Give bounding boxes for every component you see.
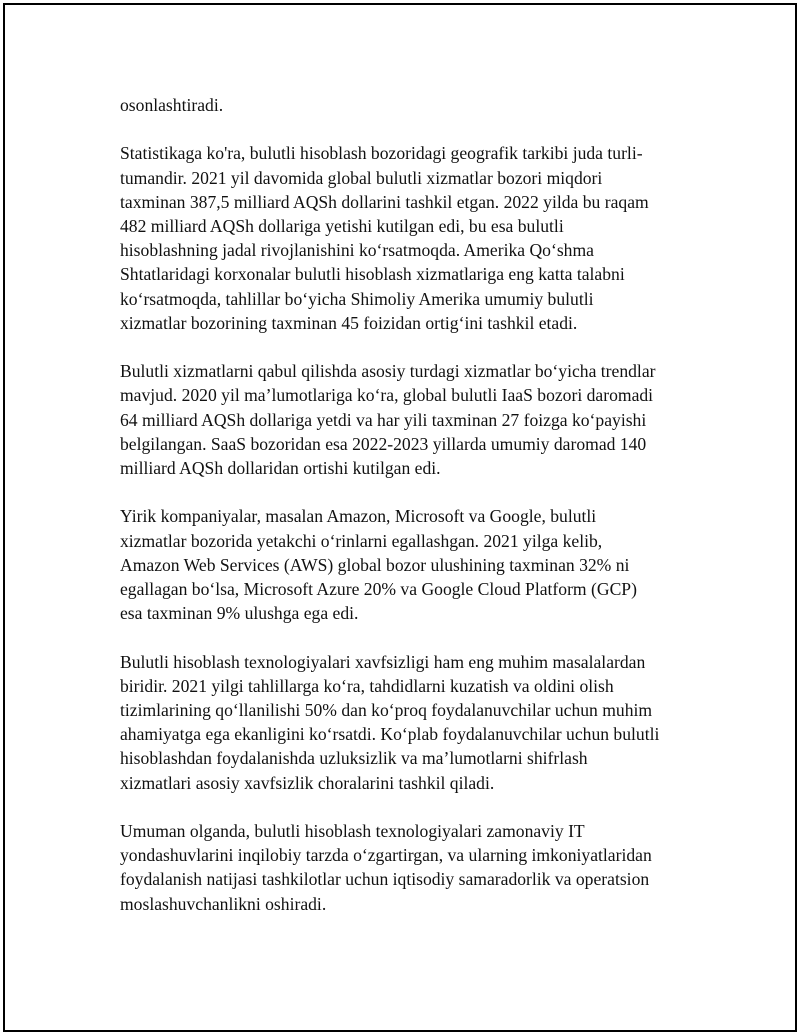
document-page (3, 3, 797, 1032)
paragraph-security: Bulutli hisoblash texnologiyalari xavfsizligi ham eng muhim masalalardan biridir. 2021 yilgi tahlillarga ko‘ra, tahdidlarni kuzatish va oldini olish tizimlarining qo‘llanilishi 50% dan ko‘proq foydalanuvchilar uchun muhim ahamiyatga ega ekanligini ko‘rsatdi. Ko‘plab foydalanuvchilar uchun bulutli hisoblashdan foydalanishda uzluksizlik va ma’lumotlarni shifrlash xizmatlari asosiy xavfsizlik choralarini tashkil qiladi. (120, 651, 660, 793)
paragraph-market-geography: Statistikaga ko'ra, bulutli hisoblash bozoridagi geografik tarkibi juda turli- tumandir. 2021 yil davomida global bulutli xizmatlar bozori miqdori taxminan 387,5 milliard AQSh dollarini tashkil etgan. 2022 yilda bu raqam 482 milliard AQSh dollariga yetishi kutilgan edi, bu esa bulutli hisoblashning jadal rivojlanishini ko‘rsatmoqda. Amerika Qo‘shma Shtatlaridagi korxonalar bulutli hisoblash xizmatlariga eng katta talabni ko‘rsatmoqda, tahlillar bo‘yicha Shimoliy Amerika umumiy bulutli xizmatlar bozorining taxminan 45 foizidan ortig‘ini tashkil etadi. (120, 143, 649, 333)
paragraph-service-trends: Bulutli xizmatlarni qabul qilishda asosiy turdagi xizmatlar bo‘yicha trendlar mavjud. 2020 yil ma’lumotlariga ko‘ra, global bulutli IaaS bozori daromadi 64 milliard AQSh dollariga yetdi va har yili taxminan 27 foizga ko‘payishi belgilangan. SaaS bozoridan esa 2022-2023 yillarda umumiy daromad 140 milliard AQSh dollaridan ortishi kutilgan edi. (120, 361, 656, 479)
paragraph-major-providers: Yirik kompaniyalar, masalan Amazon, Microsoft va Google, bulutli xizmatlar bozorida yetakchi o‘rinlarni egallashgan. 2021 yilga kelib, Amazon Web Services (AWS) global bozor ulushining taxminan 32% ni egallagan bo‘lsa, Microsoft Azure 20% va Google Cloud Platform (GCP) esa taxminan 9% ulushga ega edi. (120, 506, 637, 624)
document-body (120, 93, 690, 940)
paragraph-conclusion: Umuman olganda, bulutli hisoblash texnologiyalari zamonaviy IT yondashuvlarini inqilobiy tarzda o‘zgartirgan, va ularning imkoniyatlaridan foydalanish natijasi tashkilotlar uchun iqtisodiy samaradorlik va operatsion moslashuvchanlikni oshiradi. (120, 821, 652, 914)
paragraph-continuation: osonlashtiradi. (120, 95, 224, 115)
